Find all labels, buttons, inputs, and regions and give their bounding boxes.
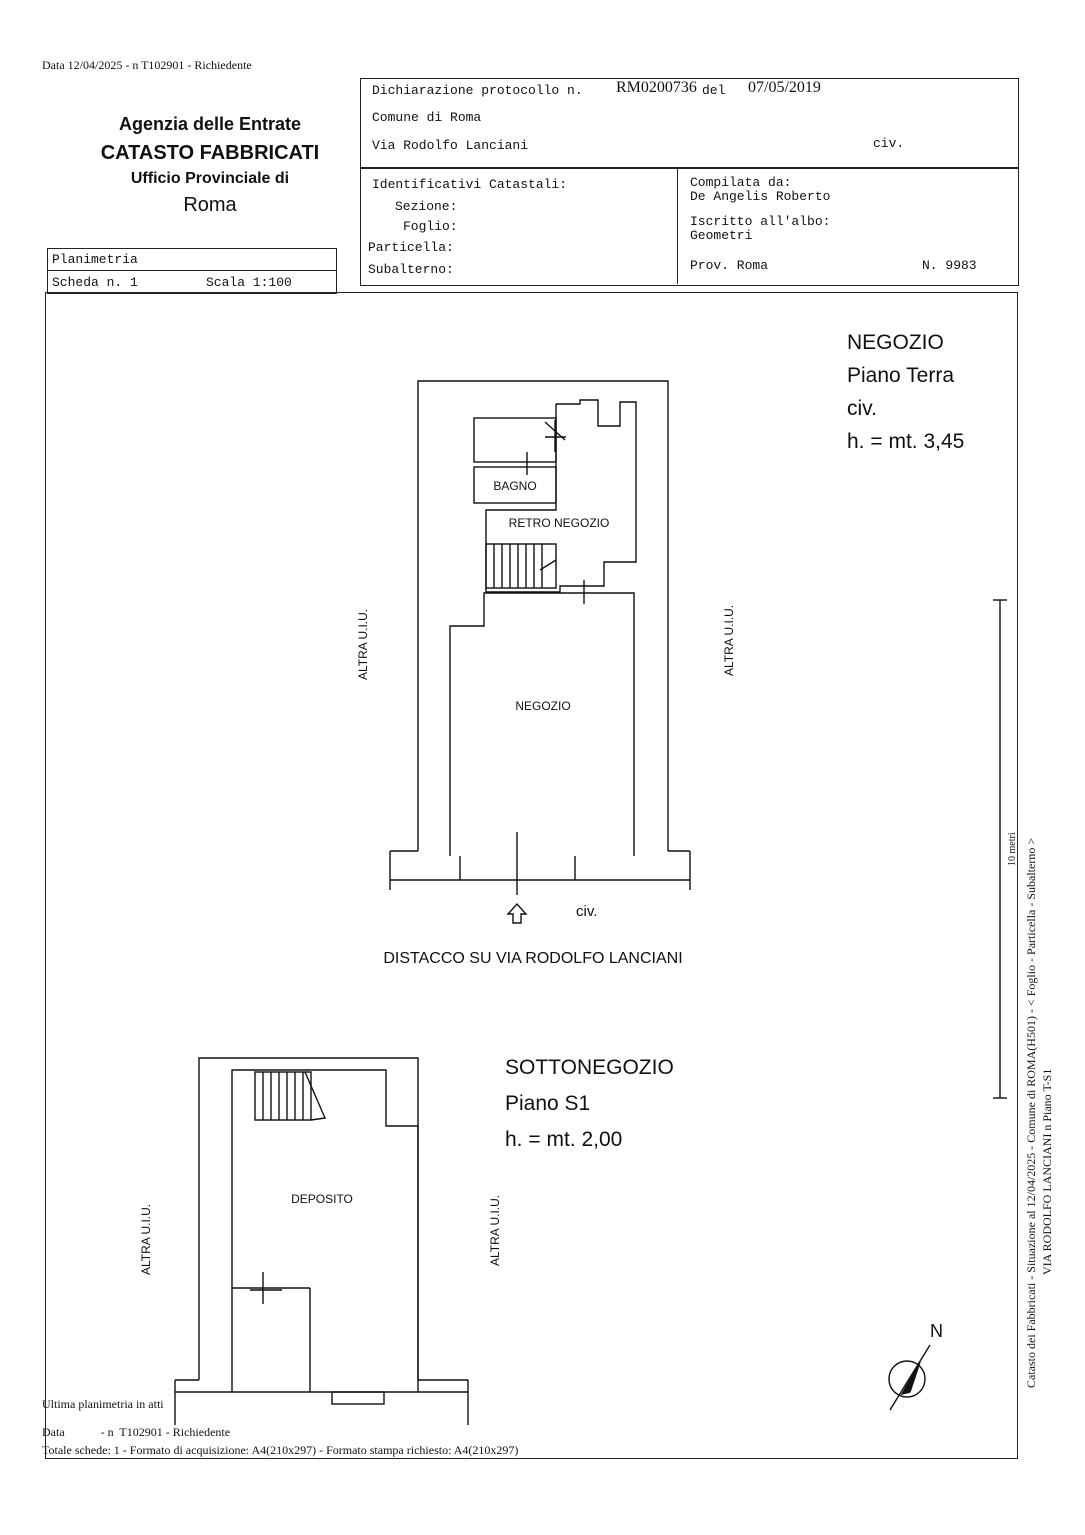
planimetria-label: Planimetria (52, 252, 138, 267)
protocol-number: RM0200736 (616, 79, 697, 96)
basement-plan-title-block (505, 1050, 674, 1158)
comune-label: Comune di Roma (372, 110, 482, 125)
retro-negozio-label: RETRO NEGOZIO (508, 516, 610, 530)
subalterno-label: Subalterno: (368, 262, 454, 277)
ground-plan-height: h. = mt. 3,45 (847, 430, 965, 453)
albo-number: N. 9983 (922, 258, 977, 273)
foglio-label: Foglio: (403, 219, 458, 234)
prov-label: Prov. Roma (690, 258, 769, 273)
negozio-room (450, 593, 634, 856)
negozio-label: NEGOZIO (515, 699, 571, 713)
protocol-date: 07/05/2019 (748, 79, 821, 96)
basement-altra-left: ALTRA U.I.U. (139, 1203, 153, 1275)
entrance-civ: civ. (576, 903, 598, 920)
footer-totale: Totale schede: 1 - Formato di acquisizione: A4(210x297) - Formato stampa richiesto: A4(210x297) (42, 1443, 519, 1457)
distacco-label: DISTACCO SU VIA RODOLFO LANCIANI (383, 950, 683, 967)
basement-plan-height: h. = mt. 2,00 (505, 1128, 623, 1151)
ground-altra-right: ALTRA U.I.U. (722, 604, 736, 676)
side-catasto-line: Catasto dei Fabbricati - Situazione al 12/04/2025 - Comune di ROMA(H501) - < Foglio - Particella - Subalterno > (1024, 837, 1038, 1388)
albo-value: Geometri (690, 228, 753, 243)
identificativi-label: Identificativi Catastali: (372, 177, 568, 192)
particella-label: Particella: (368, 240, 454, 255)
scala-label: Scala 1:100 (206, 275, 292, 290)
dichiarazione-label: Dichiarazione protocollo n. (372, 83, 583, 98)
side-via-line: VIA RODOLFO LANCIANI n Piano T-S1 (1040, 1068, 1054, 1275)
upper-room (474, 418, 556, 462)
sezione-label: Sezione: (395, 199, 458, 214)
civ-label: civ. (873, 136, 905, 151)
iscritto-label: Iscritto all'albo: (690, 214, 831, 229)
top-request-line: Data 12/04/2025 - n T102901 - Richiedente (42, 58, 252, 72)
ground-plan-civ: civ. (847, 397, 877, 420)
deposito-label: DEPOSITO (291, 1192, 353, 1206)
compilatore-name: De Angelis Roberto (690, 189, 831, 204)
ground-altra-left: ALTRA U.I.U. (356, 608, 370, 680)
scale-ten-meters: 10 metri (1007, 832, 1018, 866)
ground-outer-wall (418, 381, 668, 851)
retro-negozio-walls (486, 400, 636, 592)
del-label: del (702, 83, 726, 98)
north-label: N (930, 1321, 943, 1341)
catasto-title: CATASTO FABBRICATI (100, 142, 320, 164)
city-name: Roma (183, 194, 237, 216)
entrance-arrow (508, 904, 526, 923)
basement-plan-title: SOTTONEGOZIO (505, 1056, 674, 1079)
scheda-label: Scheda n. 1 (52, 275, 138, 290)
bagno-label: BAGNO (493, 479, 537, 493)
ufficio-label: Ufficio Provinciale di (130, 170, 290, 187)
ground-plan-title-block (847, 326, 964, 458)
ground-plan-piano: Piano Terra (847, 364, 955, 387)
agency-name: Agenzia delle Entrate (118, 114, 302, 134)
ground-plan-title: NEGOZIO (847, 331, 944, 354)
via-label: Via Rodolfo Lanciani (372, 138, 529, 153)
basement-plan-piano: Piano S1 (505, 1092, 591, 1115)
footer-data-line: Data - n T102901 - Richiedente (42, 1425, 231, 1439)
basement-altra-right: ALTRA U.I.U. (488, 1194, 502, 1266)
compilata-label: Compilata da: (690, 175, 792, 190)
footer-ultima: Ultima planimetria in atti (42, 1397, 164, 1411)
